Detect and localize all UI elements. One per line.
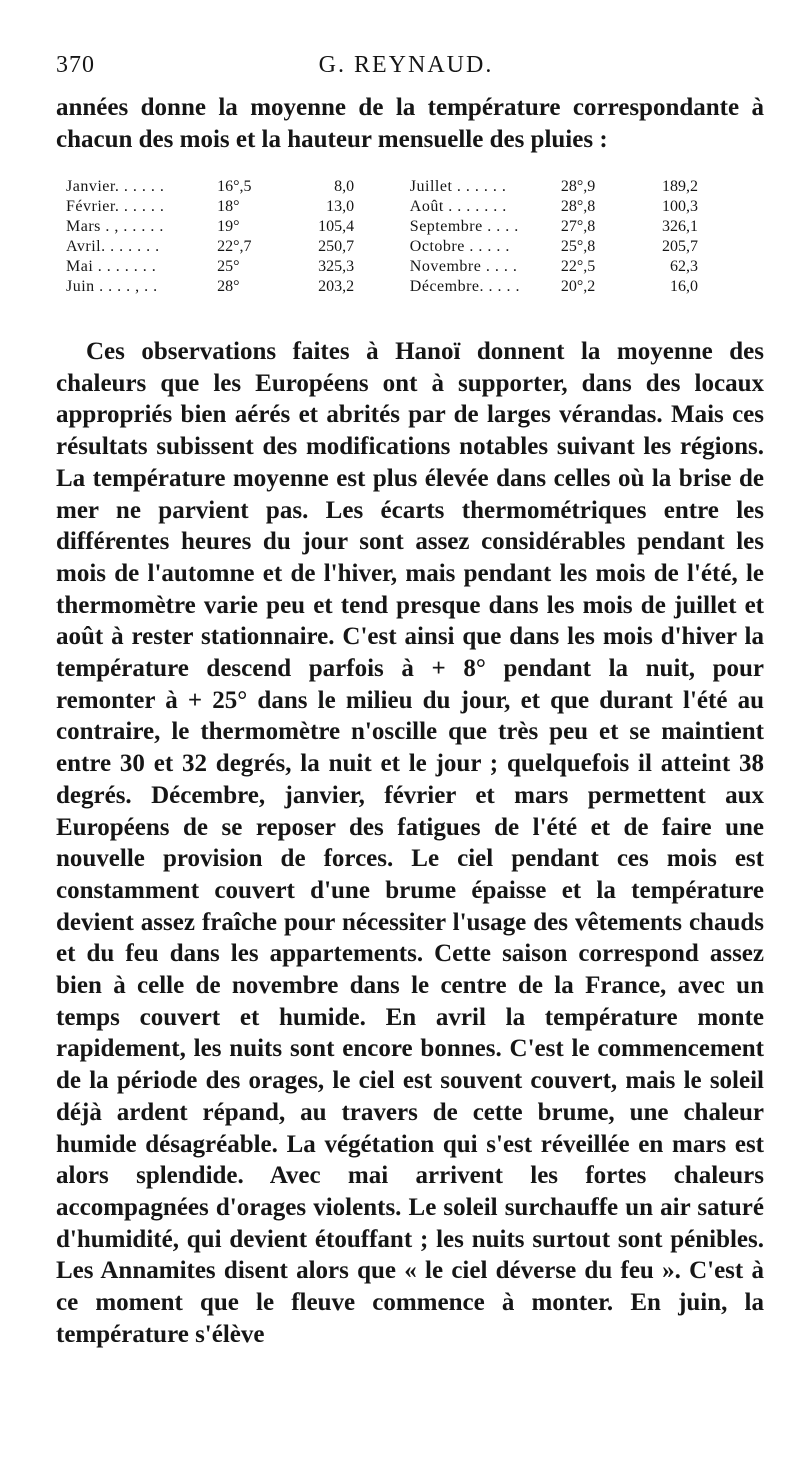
rainfall-cell: 100,3 [662,198,698,215]
table-row [66,217,738,237]
month-cell: Février. . . . . . [66,198,165,215]
temperature-cell: 28°,8 [560,198,596,215]
rainfall-cell: 105,4 [318,218,355,235]
temperature-cell: 18° [217,198,240,215]
climate-table-body [66,177,738,297]
temperature-cell: 19° [217,218,240,235]
temperature-cell: 20°,2 [560,278,596,295]
rainfall-cell: 326,1 [662,218,698,235]
rainfall-cell: 189,2 [662,178,698,195]
temperature-cell: 25°,8 [560,238,596,255]
temperature-cell: 27°,8 [560,218,596,235]
body-paragraph [56,336,764,1351]
month-cell: Novembre . . . . [409,258,518,275]
temperature-cell: 22°,7 [217,238,252,255]
temperature-cell: 28°,9 [560,178,596,195]
table-row [66,237,738,257]
climate-table [66,177,738,297]
rainfall-cell: 16,0 [670,278,698,295]
month-cell: Mars . , . . . . . [66,218,164,235]
body-text: Ces observations faites à Hanoï donnent la moyenne des chaleurs que les Européens ont à supporter, dans des locaux appropriés bien aérés et abrités par de larges vérandas. Mais ces résultats subissent des modifications notables suivant les régions. La température moyenne est plus élevée dans celles où la brise de mer ne parvient pas. Les écarts thermométriques entre les différentes heures du jour sont assez considérables pendant les mois de l'automne et de l'hiver, mais pendant les mois de l'été, le thermomètre varie peu et tend presque dans les mois de juillet et août à rester stationnaire. C'est ainsi que dans les mois d'hiver la température descend parfois à + 8° pendant la nuit, pour remonter à + 25° dans le milieu du jour, et que durant l'été au contraire, le thermomètre n'oscille que très peu et se maintient entre 30 et 32 degrés, la nuit et le jour ; quelquefois il atteint 38 degrés. Décembre, janvier, février et mars permettent aux Européens de se reposer des fatigues de l'été et de faire une nouvelle provision de forces. Le ciel pendant ces mois est constamment couvert d'une brume épaisse et la température devient assez fraîche pour nécessiter l'usage des vêtements chauds et du feu dans les appartements. Cette saison correspond assez bien à celle de novembre dans le centre de la France, avec un temps couvert et humide. En avril la température monte rapidement, les nuits sont encore bonnes. C'est le commencement de la période des orages, le ciel est souvent couvert, mais le soleil déjà ardent répand, au travers de cette brume, une chaleur humide désagréable. La végétation qui s'est réveillée en mars est alors splendide. Avec mai arrivent les fortes chaleurs accompagnées d'orages violents. Le soleil surchauffe un air saturé d'humidité, qui devient étouffant ; les nuits surtout sont pénibles. Les Annamites disent alors que « le ciel déverse du feu ». C'est à ce moment que le fleuve commence à monter. En juin, la température s'élève [56,338,764,1348]
page-header [56,52,756,86]
table-row [66,177,738,197]
rainfall-cell: 205,7 [662,238,698,255]
page-number: 370 [56,52,95,78]
column-gap [394,197,410,217]
month-cell: Mai . . . . . . . [66,258,157,275]
month-cell: Juin . . . . , . . [66,278,158,295]
month-cell: Août . . . . . . . [409,198,507,215]
rainfall-cell: 8,0 [334,178,355,195]
column-gap [394,237,410,257]
month-cell: Septembre . . . . [409,218,519,235]
running-head: G. REYNAUD. [318,52,494,78]
temperature-cell: 28° [217,278,240,295]
table-row [66,197,738,217]
month-cell: Décembre. . . . . [409,278,521,295]
month-cell: Octobre . . . . . [409,238,510,255]
temperature-cell: 16°,5 [217,178,252,195]
month-cell: Janvier. . . . . . [66,178,165,195]
column-gap [394,177,410,197]
column-gap [394,277,410,297]
table-row [66,257,738,277]
month-cell: Avril. . . . . . . [66,238,160,255]
rainfall-cell: 203,2 [318,278,355,295]
table-row [66,277,738,297]
rainfall-cell: 250,7 [318,238,355,255]
temperature-cell: 25° [217,258,240,275]
intro-text: années donne la moyenne de la température correspondante à chacun des mois et la hauteur mensuelle des pluies : [56,94,764,153]
rainfall-cell: 62,3 [670,258,698,275]
month-cell: Juillet . . . . . . [409,178,507,195]
column-gap [394,257,410,277]
column-gap [394,217,410,237]
temperature-cell: 22°,5 [560,258,596,275]
rainfall-cell: 325,3 [318,258,355,275]
rainfall-cell: 13,0 [326,198,355,215]
intro-paragraph [56,92,764,156]
